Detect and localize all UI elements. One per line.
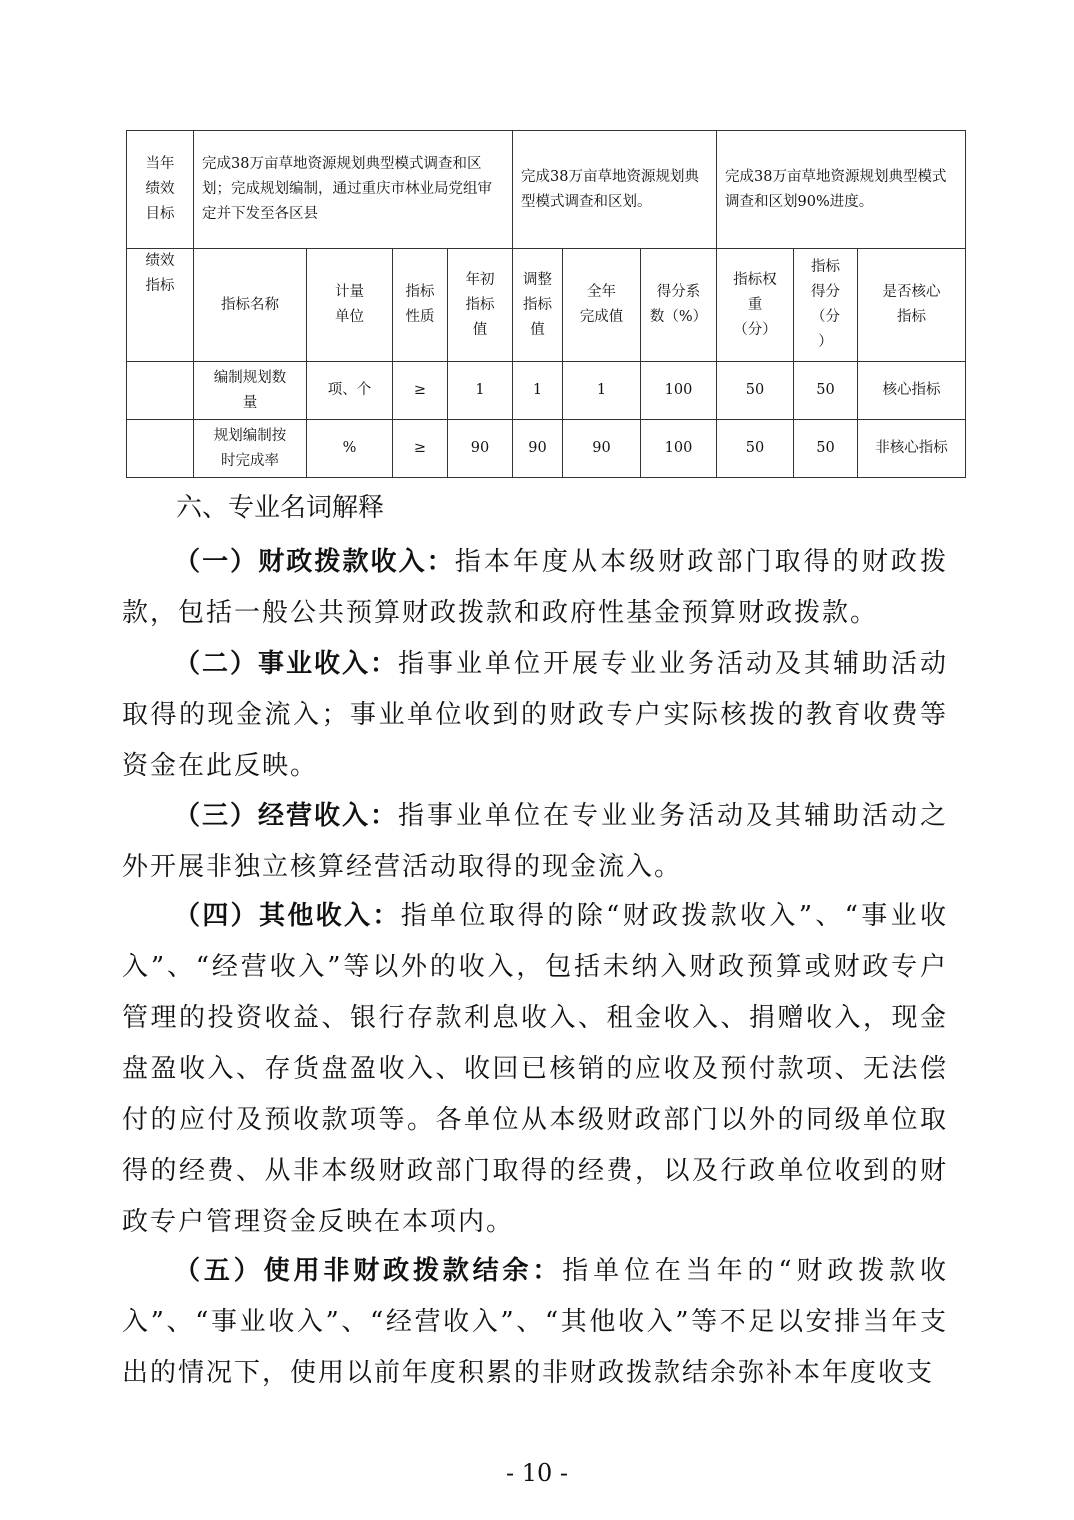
table-cell: 核心指标: [858, 362, 966, 420]
table-cell: 1: [513, 362, 563, 420]
table-cell: 50: [794, 420, 858, 478]
table-cell: 非核心指标: [858, 420, 966, 478]
goal-text-cell: 完成38万亩草地资源规划典型模式调查和区划；完成规划编制，通过重庆市林业局党组审定并下发至各区县: [194, 131, 513, 249]
definition-term: （五）使用非财政拨款结余：: [174, 1256, 563, 1286]
definition-term: （四）其他收入：: [174, 901, 401, 931]
table-cell: 编制规划数 量: [194, 362, 307, 420]
definition-term: （二）事业收入：: [174, 649, 398, 679]
header-cell: 计量 单位: [307, 249, 393, 362]
definition-paragraph: [122, 537, 948, 639]
table-cell: 90: [513, 420, 563, 478]
definition-term: （一）财政拨款收入：: [174, 547, 455, 577]
empty-cell: [127, 362, 194, 420]
page-number: - 10 -: [505, 1459, 568, 1487]
table-cell: 50: [717, 420, 794, 478]
table-cell: 规划编制按 时完成率: [194, 420, 307, 478]
definition-paragraph: [122, 1246, 948, 1399]
table-cell: 项、个: [307, 362, 393, 420]
table-cell: 50: [794, 362, 858, 420]
goal-text-cell: 完成38万亩草地资源规划典型模式调查和区划90%进度。: [717, 131, 966, 249]
header-cell: 指标名称: [194, 249, 307, 362]
definition-paragraph: [122, 639, 948, 792]
table-cell: 1: [448, 362, 513, 420]
header-row: [127, 249, 966, 362]
definition-body: 指事业单位在专业业务活动及其辅助活动之外开展非独立核算经营活动取得的现金流入。: [122, 801, 948, 882]
header-cell: 调整 指标 值: [513, 249, 563, 362]
table-cell: %: [307, 420, 393, 478]
definition-body: 指事业单位开展专业业务活动及其辅助活动取得的现金流入；事业单位收到的财政专户实际核拨的教育收费等资金在此反映。: [122, 649, 948, 781]
table-cell: 90: [563, 420, 641, 478]
goal-label-cell: 当年 绩效 目标: [127, 131, 194, 249]
header-cell: 指标 性质: [393, 249, 448, 362]
section-heading: 六、专业名词解释: [176, 493, 385, 523]
header-cell: 年初 指标 值: [448, 249, 513, 362]
header-cell: 是否核心 指标: [858, 249, 966, 362]
definition-paragraph: [122, 791, 948, 893]
goal-text-cell: 完成38万亩草地资源规划典型模式调查和区划。: [513, 131, 717, 249]
table-cell: 50: [717, 362, 794, 420]
table-cell: 100: [641, 420, 717, 478]
table-row: [127, 362, 966, 420]
goal-row: [127, 131, 966, 249]
table-cell: 100: [641, 362, 717, 420]
table-row: [127, 420, 966, 478]
table-cell: ≥: [393, 420, 448, 478]
indicator-label-cell: 绩效 指标: [127, 249, 194, 362]
header-cell: 全年 完成值: [563, 249, 641, 362]
definition-paragraph: [122, 891, 948, 1248]
definition-body: 指本年度从本级财政部门取得的财政拨款，包括一般公共预算财政拨款和政府性基金预算财政拨款。: [122, 547, 948, 628]
definition-body: 指单位取得的除“财政拨款收入”、“事业收入”、“经营收入”等以外的收入，包括未纳入财政预算或财政专户管理的投资收益、银行存款利息收入、租金收入、捐赠收入，现金盘盈收入、存货盘盈收入、收回已核销的应收及预付款项、无法偿付的应付及预收款项等。各单位从本级财政部门以外的同级单位取得的经费、从非本级财政部门取得的经费，以及行政单位收到的财政专户管理资金反映在本项内。: [122, 901, 948, 1237]
header-cell: 得分系 数（%）: [641, 249, 717, 362]
header-cell: 指标 得分 （分 ）: [794, 249, 858, 362]
definition-body: 指单位在当年的“财政拨款收入”、“事业收入”、“经营收入”、“其他收入”等不足以安排当年支出的情况下，使用以前年度积累的非财政拨款结余弥补本年度收支: [122, 1256, 948, 1388]
table-cell: 1: [563, 362, 641, 420]
table-cell: ≥: [393, 362, 448, 420]
table-cell: 90: [448, 420, 513, 478]
empty-cell: [127, 420, 194, 478]
header-cell: 指标权 重 （分）: [717, 249, 794, 362]
performance-table: [126, 130, 966, 478]
definition-term: （三）经营收入：: [174, 801, 398, 831]
